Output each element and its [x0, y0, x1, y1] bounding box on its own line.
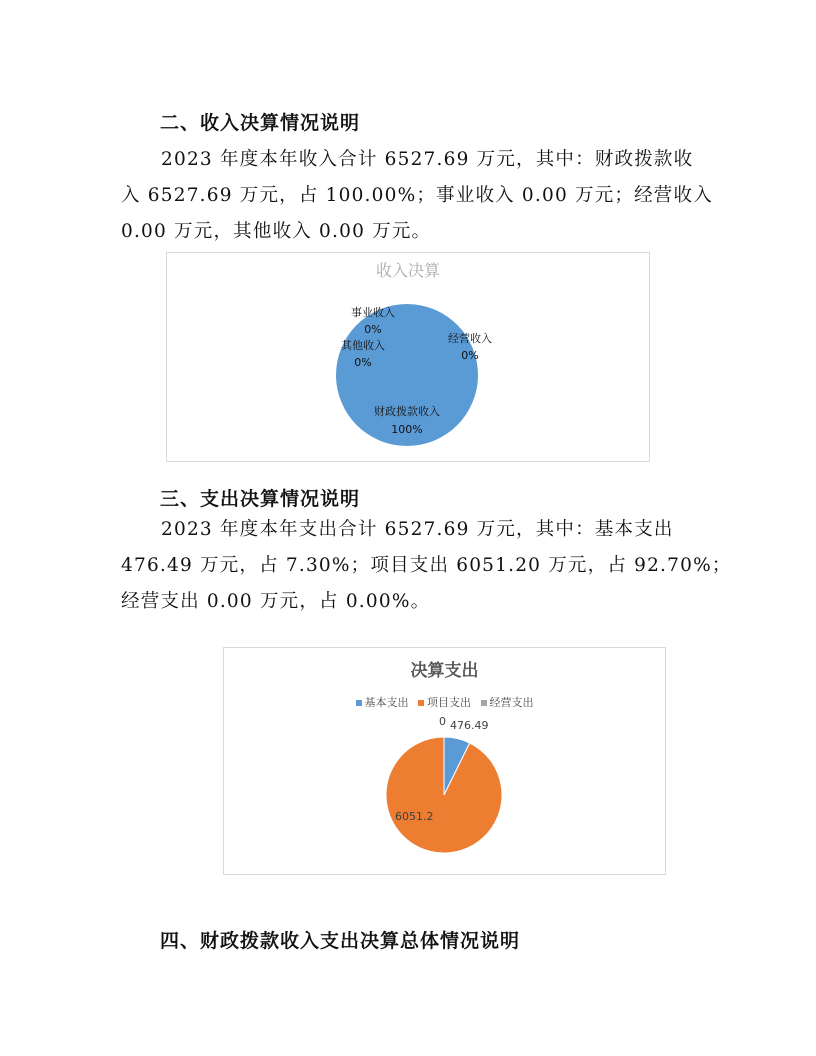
label-business-income-name: 事业收入: [351, 306, 395, 319]
label-fiscal-income-name: 财政拨款收入: [374, 405, 440, 418]
income-chart-title: 收入决算: [375, 261, 440, 280]
data-label-operating: 0: [439, 715, 446, 728]
expenditure-line-3: 经营支出 0.00 万元，占 0.00%。: [121, 591, 431, 612]
expenditure-chart-title: 决算支出: [410, 661, 479, 681]
expenditure-line-1: 2023 年度本年支出合计 6527.69 万元，其中：基本支出: [161, 519, 674, 540]
label-operating-income-name: 经营收入: [448, 332, 492, 345]
expenditure-line-2: 476.49 万元，占 7.30%；项目支出 6051.20 万元，占 92.70%；: [121, 555, 732, 576]
label-business-income-pct: 0%: [364, 323, 382, 336]
section-heading-income: 二、收入决算情况说明: [160, 112, 361, 134]
legend-label-project: 项目支出: [427, 696, 471, 709]
income-paragraph: [121, 142, 713, 250]
income-line-3: 0.00 万元，其他收入 0.00 万元。: [121, 221, 432, 242]
pie-slice-project: [386, 737, 502, 853]
label-operating-income-pct: 0%: [461, 349, 479, 362]
label-other-income-name: 其他收入: [341, 339, 385, 352]
expenditure-paragraph: [121, 512, 732, 620]
income-line-2: 入 6527.69 万元，占 100.00%；事业收入 0.00 万元；经营收入: [121, 185, 713, 206]
expenditure-chart: [223, 647, 666, 875]
label-other-income-pct: 0%: [354, 356, 372, 369]
section-heading-fiscal: 四、财政拨款收入支出决算总体情况说明: [160, 930, 521, 952]
data-label-project: 6051.2: [395, 810, 434, 823]
income-pie-svg: [167, 253, 649, 461]
legend-label-basic: 基本支出: [364, 696, 409, 709]
label-fiscal-income-pct: 100%: [391, 423, 423, 436]
data-label-basic: 476.49: [450, 719, 489, 732]
income-line-1: 2023 年度本年收入合计 6527.69 万元，其中：财政拨款收: [161, 149, 694, 170]
expenditure-pie-svg: [224, 648, 665, 874]
legend-label-operating: 经营支出: [489, 696, 534, 709]
section-heading-expenditure: 三、支出决算情况说明: [160, 488, 361, 510]
income-chart: [166, 252, 650, 462]
